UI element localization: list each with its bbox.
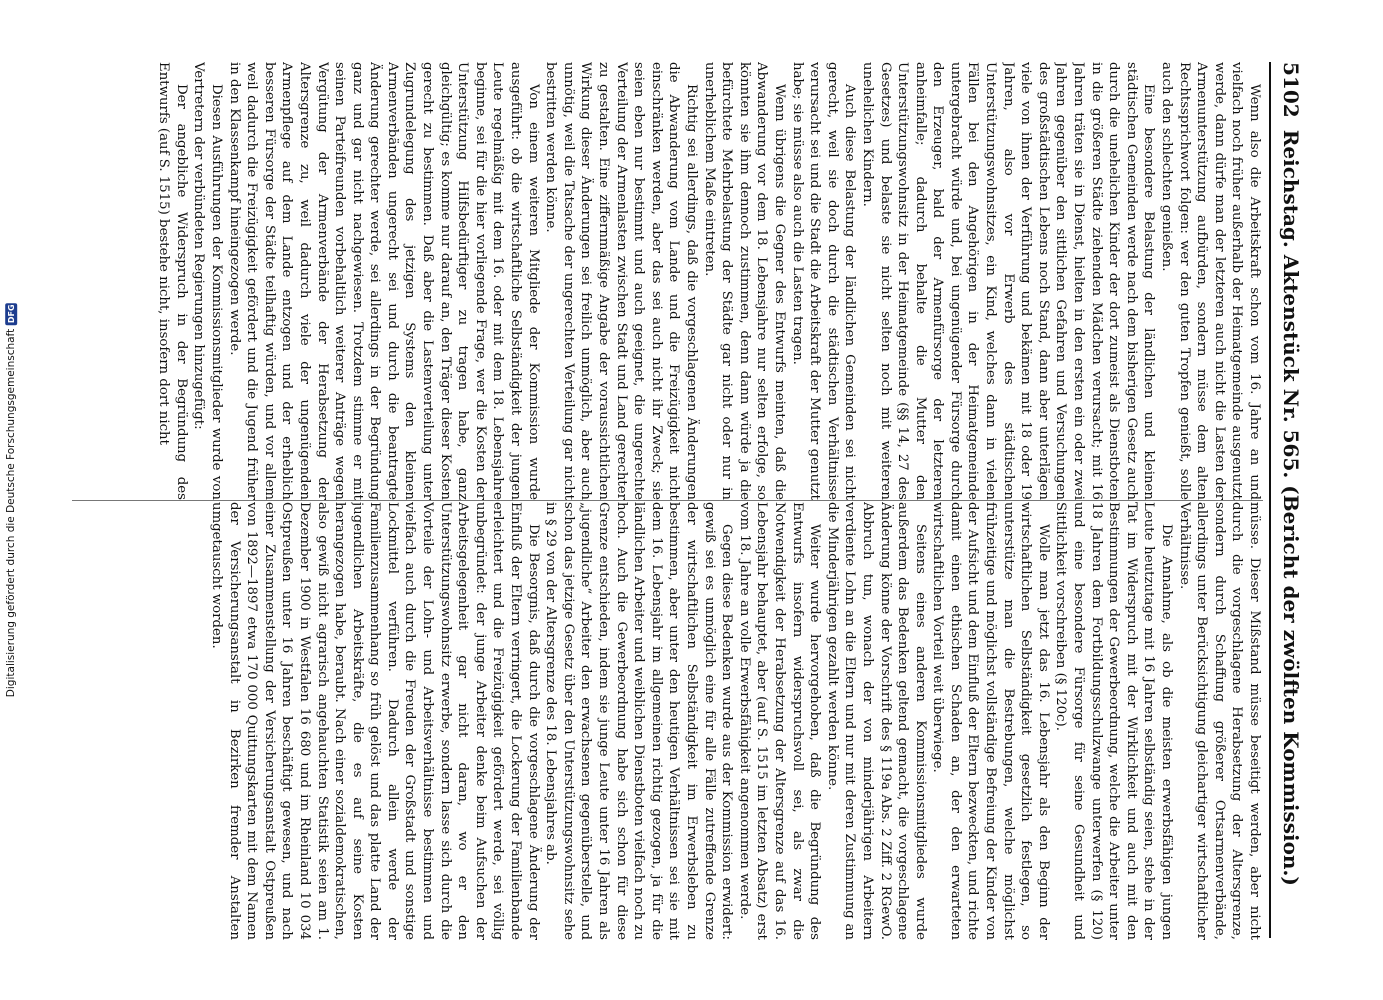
- paragraph: Der angebliche Widerspruch in der Begründung des Entwurfs (auf S. 1515) bestehe nicht, insofern dort nicht: [156, 62, 189, 500]
- paragraph: Wenn übrigens die Gegner des Entwurfs meinten, daß die Abwanderung vor dem 18. Lebensjahre nur selten erfolge, so könnten sie ihm dennoch zustimmen, denn dann würde ja die befürchtete Mehrbelastung der Städte gar nicht oder nur in unerheblichem Maße eintreten.: [701, 62, 787, 500]
- paragraph: Eine besondere Belastung der ländlichen und kleinen städtischen Gemeinden werde nach dem bisherigen Gesetz auch durch die unehelichen Kinder der dort zumeist als Dienstboten in die größeren Städte ziehenden Mädchen verursacht; mit 16 Jahren träten sie in Dienst, hielten in den ersten ein oder zwei Jahren gegenüber den sittlichen Gefahren und Versuchungen des großstädtischen Lebens noch Stand, dann aber unterlägen viele von ihnen der Verführung und bekämen mit 18 oder 19 Jahren, also vor Erwerb des städtischen Unterstützungswohnsitzes, ein Kind, welches dann in vielen Fällen bei den Angehörigen in der Heimatgemeinde untergebracht würde und, bei ungenügender Fürsorge durch den Erzeuger, bald der Armenfürsorge der letzteren anheimfalle; dadurch behalte die Mutter den Unterstützungswohnsitz in der Heimatgemeinde (§§ 14, 27 des Gesetzes) und belaste sie nicht selten noch mit weiteren unehelichen Kindern.: [859, 62, 1157, 500]
- paragraph: Richtig sei allerdings, daß die vorgeschlagenen Änderungen die Abwanderung vom Lande und die Freizügigkeit nicht einschränken werden, aber das sei auch nicht ihr Zweck; sie seien eben nur bestimmt und auch geeignet, die ungerechte Verteilung der Armenlasten zwischen Stadt und Land gerechter zu gestalten. Eine ziffernmäßige Angabe der voraussichtlichen Wirkung dieser Änderungen sei freilich unmöglich, aber auch unnötig, weil die Tatsache der ungerechten Verteilung gar nicht bestritten werden könne.: [543, 62, 699, 500]
- paragraph: Von einem weiteren Mitgliede der Kommission wurde ausgeführt: ob die wirtschaftliche Selbständigkeit der jungen Leute regelmäßig mit dem 16. oder mit dem 18. Lebensjahre beginne, sei für die hier vorliegende Frage, wer die Kosten der Unterstützung Hilfsbedürftiger zu tragen habe, ganz gleichgültig; es komme nur darauf an, den Träger dieser Kosten gerecht zu bestimmen. Daß aber die Lastenverteilung unter Zugrundelegung des jetzigen Systems den kleinen Armenverbänden ungerecht sei und durch die beantragte Änderung gerechter werde, sei allerdings in der Begründung ganz und gar nicht nachgewiesen. Trotzdem stimme er mit seinen Parteifreunden vorbehaltlich weiterer Anträge wegen Vergütung der Armenverbände der Herabsetzung der Altersgrenze zu, weil dadurch viele der ungenügenden Armenpflege auf dem Lande entzogen und der erheblich besseren Fürsorge der Städte teilhaftig würden, und vor allem weil dadurch die Freizügigkeit gefördert und die Jugend früher in den Klassenkampf hineingezogen werde.: [226, 62, 541, 500]
- paragraph: Seitens eines anderen Kommissionsmitgliedes wurde außerdem das Bedenken geltend gemacht, die vorgeschlagene Änderung könne der Vorschrift des § 119a Abs. 2 Ziff. 2 RGewO. Abbruch tun, wonach der von minderjährigen Arbeitern verdiente Lohn an die Eltern und nur mit deren Zustimmung an die Minderjährigen gezahlt werden könne.: [824, 502, 928, 940]
- header-rule: [1269, 62, 1271, 938]
- paragraph: Weiter wurde hervorgehoben, daß die Begründung des Entwurfs insofern widerspruchsvoll sei, als zwar die Notwendigkeit der Herabsetzung der Altersgrenze auf das 16. Lebensjahr behauptet, aber (auf S. 1515 im letzten Absatz) erst vom 18. Jahre an volle Erwerbsfähigkeit angenommen werde.: [736, 502, 823, 940]
- left-column: [72, 62, 1263, 500]
- digitization-note: [4, 0, 18, 1000]
- paragraph: Die Besorgnis, daß durch die vorgeschlagene Änderung der Einfluß der Eltern verringert, die Lockerung der Familienbande erleichtert und die Freizügigkeit gefördert werde, sei völlig unbegründet: der junge Arbeiter denke beim Aufsuchen der Arbeitsgelegenheit gar nicht daran, wo er den Unterstützungswohnsitz erwerbe, sondern lasse sich durch die Vorteile der Lohn- und Arbeitsverhältnisse bestimmen und vielfach auch durch die Freuden der Großstadt und sonstige Lockmittel verführen. Dadurch allein werde der Familienzusammenhang so früh gelöst und das platte Land der jugendlichen Arbeitskräfte, die es auf seine Kosten herangezogen habe, beraubt. Nach einer sozialdemokratischen, also gewiß nicht agrarisch angehauchten Statistik seien am 1. Dezember 1900 in Westfalen 16 680 und im Rheinland 10 034 Ostpreußen unter 16 Jahren beschäftigt gewesen, und nach einer Zusammenstellung der Versicherungsanstalt Ostpreußen von 1892—1897 etwa 170 000 Quittungskarten mit dem Namen der Versicherungsanstalt in Bezirken fremder Anstalten umgetauscht worden.: [208, 502, 541, 940]
- paragraph: Auch diese Belastung der ländlichen Gemeinden sei nicht gerecht, weil sie doch durch die städtischen Verhältnisse verursacht sei und die Stadt die Arbeitskraft der Mutter genutzt habe; sie müsse also auch die Lasten tragen.: [789, 62, 858, 500]
- paragraph: Wenn also die Arbeitskraft schon vom 16. Jahre an und vielfach noch früher außerhalb der Heimatgemeinde ausgenutzt werde, dann dürfe man der letzteren auch nicht die Lasten der Armenunterstützung aufbürden, sondern müsse dem alten Rechtssprichwort folgen: wer den guten Tropfen genießt, solle auch den schlechten genießen.: [1159, 62, 1262, 500]
- paragraph: müsse. Dieser Mißstand müsse beseitigt werden, aber nicht durch die vorgeschlagene Herabsetzung der Altersgrenze, sondern durch Schaffung größerer Ortsarmenverbände, allerdings unter Berücksichtigung gleichartiger wirtschaftlicher Verhältnisse.: [1176, 502, 1262, 940]
- dfg-logo: DFG: [6, 304, 16, 324]
- paragraph: Gegen diese Bedenken wurde aus der Kommission erwidert: gewiß sei es unmöglich eine für alle Fälle zutreffende Grenze der wirtschaftlichen Selbständigkeit im Erwerbsleben zu bestimmen, aber unter den heutigen Verhältnissen sei sie mit dem 16. Lebensjahr im allgemeinen richtig gezogen, ja für die ländlichen Arbeiter und weiblichen Dienstboten vielfach noch zu hoch. Auch die Gewerbeordnung habe sich schon für diese Grenze entschieden, indem sie junge Leute unter 16 Jahren als „jugendliche“ Arbeiter den erwachsenen gegenüberstelle, und schon das jetzige Gesetz über den Unterstützungswohnsitz sehe in § 29 von der Altersgrenze des 18. Lebensjahres ab.: [543, 502, 735, 940]
- paragraph: Die Annahme, als ob die meisten erwerbsfähigen jungen Leute heutzutage mit 16 Jahren selbständig seien, stehe in der Tat im Widerspruch mit der Wirklichkeit und auch mit den Bestimmungen der Gewerbeordnung, welche die Arbeiter unter 18 Jahren dem Fortbildungsschulzwange unterwerfen (§ 120) und eine besondere Fürsorge für seine Gesundheit und Sittlichkeit vorschreiben (§ 120c).: [1053, 502, 1175, 940]
- paragraph: Wolle man jetzt das 16. Lebensjahr als den Beginn der wirtschaftlichen Selbständigkeit gesetzlich festlegen, so unterstütze man die Bestrebungen, welche möglichst frühzeitige und möglichst vollständige Befreiung der Kinder von der Aufsicht und dem Einfluß der Eltern bezweckten, und richte damit einen ethischen Schaden an, der den erwarteten wirtschaftlichen Vorteil weit überwiege.: [930, 502, 1051, 940]
- paragraph: Diesen Ausführungen der Kommissionsmitglieder wurde von Vertretern der verbündeten Regierungen hinzugefügt:: [191, 62, 224, 500]
- page-number: 5102: [1279, 62, 1303, 118]
- column-divider: [72, 500, 1263, 501]
- right-column: [72, 502, 1263, 940]
- digitization-text: Digitalisierung gefördert durch die Deutsche Forschungsgemeinschaft: [5, 328, 18, 698]
- page-title: Reichstag. Aktenstück Nr. 565. (Bericht der zwölften Kommission.): [1279, 129, 1303, 886]
- page-header: [1273, 62, 1303, 938]
